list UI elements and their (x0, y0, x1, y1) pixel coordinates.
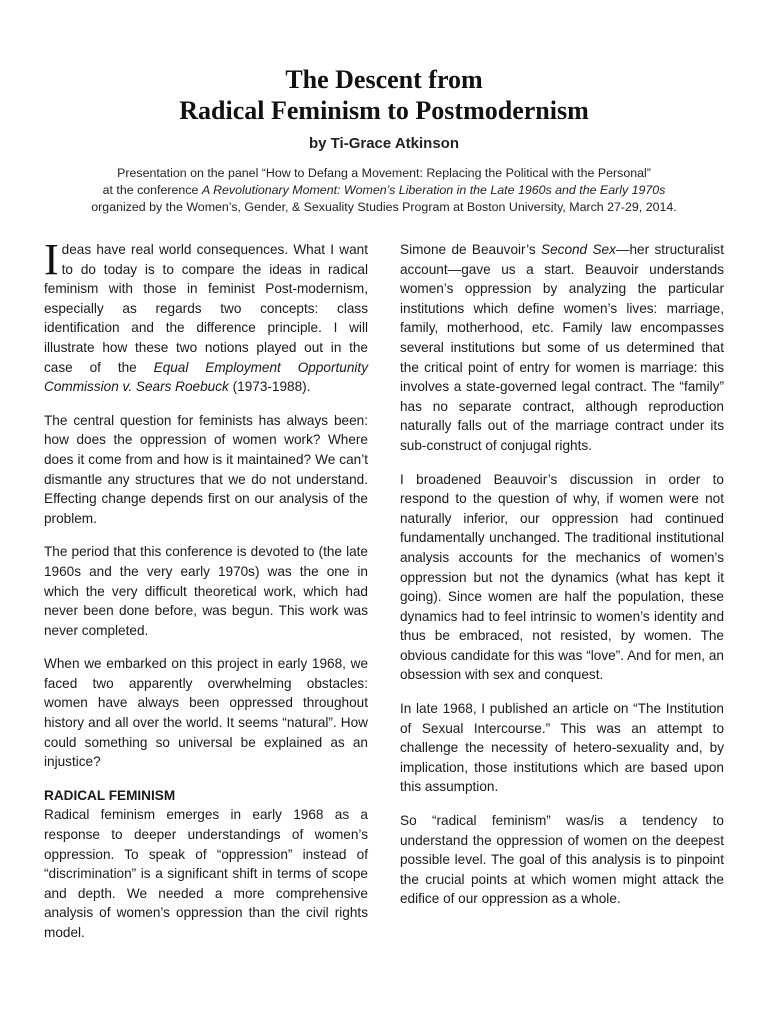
presentation-line-3: organized by the Women’s, Gender, & Sexuality Studies Program at Boston University, March 27-29, 2014. (91, 200, 677, 214)
paragraph: In late 1968, I published an article on “The Institution of Sexual Intercourse.” This was an attempt to challenge the necessity of hetero-sexuality and, by implication, those institutions which are based upon this assumption. (400, 701, 724, 795)
paragraph-text: Simone de Beauvoir’s (400, 242, 542, 257)
case-name: Equal Employment Opportunity Commission v. Sears Roebuck (44, 359, 368, 395)
paragraph-text: —her structuralist account—gave us a start. Beauvoir understands women’s oppression by analyzing the particular institutions which define women’s lives: marriage, family, motherhood, etc. Family law encompasses several institutions but some of us determined that the critical point of entry for women is marriage: this involves a state-governed legal contract. The “family” has no separate contract, although reproduction naturally falls out of the marriage contract under its sub-construct of conjugal rights. (400, 242, 724, 453)
title-line-2: Radical Feminism to Postmodernism (179, 96, 589, 125)
presentation-line-2 (30, 182, 738, 199)
presentation-line-2-prefix: at the conference (102, 183, 202, 197)
book-title: Second Sex (541, 242, 616, 257)
byline: by Ti-Grace Atkinson (308, 135, 460, 152)
left-column (44, 235, 368, 957)
paragraph: Radical feminism emerges in early 1968 as a response to deeper understandings of women’s oppression. To speak of “oppression” instead of “discrimination” is a significant shift in terms of scope and depth. We needed a more comprehensive analysis of women’s oppression than the civil rights model. (44, 807, 368, 940)
paragraph: I broadened Beauvoir’s discussion in order to respond to the question of why, if women were not naturally inferior, our oppression had continued fundamentally unchanged. The traditional institutional analysis accounts for the mechanics of women’s oppression but not the dynamics (what has kept it going). Since women are half the population, these dynamics had to feel intrinsic to women’s identity and thus be embraced, not resisted, by women. The obvious candidate for this was “love”. And for men, an obsession with sex and conquest. (400, 471, 724, 683)
paragraph: The central question for feminists has always been: how does the oppression of women work? Where does it come from and how is it maintained? We can’t dismantle any structures that we do not understand. Effecting change depends first on our analysis of the problem. (44, 412, 368, 526)
paragraph (44, 235, 368, 397)
paragraph: When we embarked on this project in early 1968, we faced two apparently overwhelming obstacles: women have always been oppressed throughout history and all over the world. It seems “natural”. How could something so universal be explained as an injustice? (44, 656, 368, 770)
right-column (400, 240, 724, 923)
paragraph: The period that this conference is devoted to (the late 1960s and the very early 1970s) was the one in which the very difficult theoretical work, which had never been done before, was begun. This work was never completed. (44, 544, 368, 638)
paragraph-text: deas have real world consequences. What I want to do today is to compare the ideas in radical feminism with those in feminist Post-modernism, especially as regards two concepts: class identification and the difference principle. I will illustrate how these two notions played out in the case of the (44, 242, 368, 375)
section-heading: RADICAL FEMINISM (44, 787, 176, 803)
conference-name: A Revolutionary Moment: Women’s Liberation in the Late 1960s and the Early 1970s (201, 183, 666, 197)
presentation-note (30, 165, 738, 216)
title-line-1: The Descent from (285, 65, 483, 94)
article-title (0, 64, 768, 126)
drop-cap: I (44, 235, 59, 284)
presentation-line-1: Presentation on the panel “How to Defang a Movement: Replacing the Political with the Personal” (117, 166, 651, 180)
paragraph: So “radical feminism” was/is a tendency to understand the oppression of women on the deepest possible level. The goal of this analysis is to pinpoint the crucial points at which women might attack the edifice of our oppression as a whole. (400, 813, 724, 907)
paragraph (400, 240, 724, 456)
paragraph-text: (1973-1988). (228, 379, 311, 395)
